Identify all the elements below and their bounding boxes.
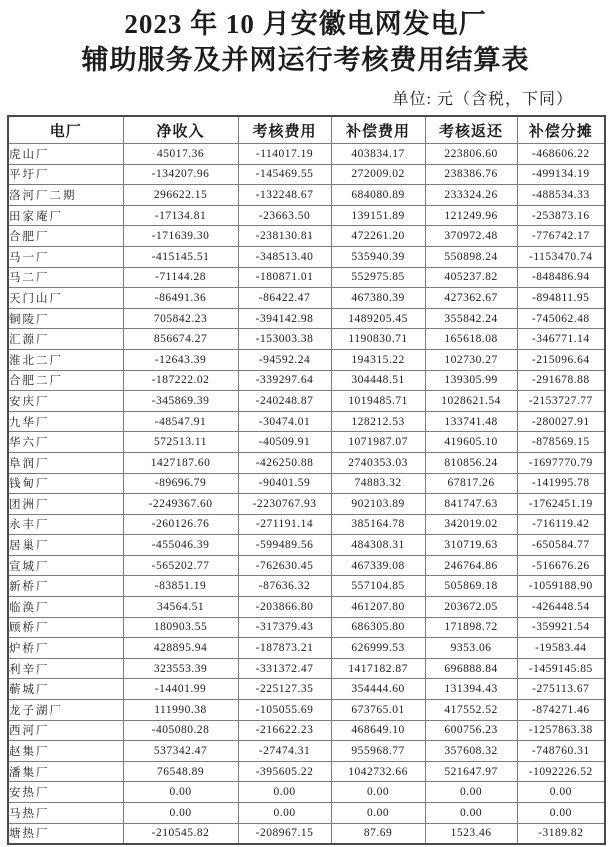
compensation-share-cell: -745062.48 [517, 308, 605, 329]
assessment-refund-cell: 357608.32 [425, 741, 517, 762]
plant-name-cell: 阜润厂 [8, 452, 123, 473]
table-row [8, 638, 605, 659]
table-row [8, 473, 605, 494]
table-row [8, 370, 605, 391]
compensation-fee-cell: 552975.85 [331, 267, 425, 288]
column-header-compensation-fee: 补偿费用 [331, 116, 425, 144]
assessment-fee-cell: -114017.19 [238, 144, 331, 165]
table-row [8, 555, 605, 576]
assessment-fee-cell: -331372.47 [238, 658, 331, 679]
net-income-cell: 296622.15 [123, 185, 238, 206]
assessment-refund-cell: 405237.82 [425, 267, 517, 288]
table-header [8, 116, 605, 144]
net-income-cell: -187222.02 [123, 370, 238, 391]
table-row [8, 617, 605, 638]
compensation-share-cell: -1153470.74 [517, 246, 605, 267]
plant-name-cell: 永丰厂 [8, 514, 123, 535]
table-row [8, 349, 605, 370]
assessment-fee-cell: -2230767.93 [238, 494, 331, 515]
net-income-cell: 572513.11 [123, 432, 238, 453]
plant-name-cell: 平圩厂 [8, 164, 123, 185]
table-row [8, 597, 605, 618]
net-income-cell: 34564.51 [123, 597, 238, 618]
column-header-assessment-fee: 考核费用 [238, 116, 331, 144]
table-row [8, 391, 605, 412]
assessment-refund-cell: 67817.26 [425, 473, 517, 494]
net-income-cell: -83851.19 [123, 576, 238, 597]
table-row [8, 679, 605, 700]
assessment-fee-cell: -86422.47 [238, 288, 331, 309]
compensation-fee-cell: 0.00 [331, 782, 425, 803]
plant-name-cell: 安热厂 [8, 782, 123, 803]
table-row [8, 494, 605, 515]
assessment-fee-cell: -187873.21 [238, 638, 331, 659]
document-title [0, 0, 611, 78]
plant-name-cell: 新桥厂 [8, 576, 123, 597]
plant-name-cell: 马二厂 [8, 267, 123, 288]
plant-name-cell: 炉桥厂 [8, 638, 123, 659]
title-line-1: 2023 年 10 月安徽电网发电厂 [124, 9, 487, 39]
net-income-cell: 856674.27 [123, 329, 238, 350]
net-income-cell: 0.00 [123, 782, 238, 803]
table-row [8, 185, 605, 206]
assessment-fee-cell: -426250.88 [238, 452, 331, 473]
compensation-share-cell: -291678.88 [517, 370, 605, 391]
net-income-cell: -71144.28 [123, 267, 238, 288]
compensation-share-cell: -716119.42 [517, 514, 605, 535]
net-income-cell: 45017.36 [123, 144, 238, 165]
net-income-cell: -455046.39 [123, 535, 238, 556]
plant-name-cell: 汇源厂 [8, 329, 123, 350]
compensation-fee-cell: 403834.17 [331, 144, 425, 165]
assessment-fee-cell: -317379.43 [238, 617, 331, 638]
compensation-fee-cell: 87.69 [331, 823, 425, 844]
table-row [8, 411, 605, 432]
assessment-fee-cell: -153003.38 [238, 329, 331, 350]
net-income-cell: -86491.36 [123, 288, 238, 309]
table-row [8, 782, 605, 803]
plant-name-cell: 利辛厂 [8, 658, 123, 679]
table-row [8, 658, 605, 679]
assessment-refund-cell: 417552.52 [425, 700, 517, 721]
compensation-share-cell: -1092226.52 [517, 761, 605, 782]
compensation-share-cell: -499134.19 [517, 164, 605, 185]
assessment-refund-cell: 1028621.54 [425, 391, 517, 412]
compensation-share-cell: -1459145.85 [517, 658, 605, 679]
compensation-fee-cell: 1019485.71 [331, 391, 425, 412]
assessment-fee-cell: -30474.01 [238, 411, 331, 432]
compensation-share-cell: -426448.54 [517, 597, 605, 618]
net-income-cell: -210545.82 [123, 823, 238, 844]
compensation-share-cell: -748760.31 [517, 741, 605, 762]
column-header-net-income: 净收入 [123, 116, 238, 144]
net-income-cell: -260126.76 [123, 514, 238, 535]
assessment-fee-cell: -271191.14 [238, 514, 331, 535]
plant-name-cell: 西河厂 [8, 720, 123, 741]
net-income-cell: 76548.89 [123, 761, 238, 782]
compensation-share-cell: -894811.95 [517, 288, 605, 309]
assessment-refund-cell: 810856.24 [425, 452, 517, 473]
plant-name-cell: 铜陵厂 [8, 308, 123, 329]
compensation-fee-cell: 673765.01 [331, 700, 425, 721]
assessment-fee-cell: -145469.55 [238, 164, 331, 185]
table-row [8, 288, 605, 309]
table-row [8, 741, 605, 762]
compensation-fee-cell: 1042732.66 [331, 761, 425, 782]
assessment-refund-cell: 550898.24 [425, 246, 517, 267]
plant-name-cell: 合肥二厂 [8, 370, 123, 391]
assessment-refund-cell: 102730.27 [425, 349, 517, 370]
plant-name-cell: 塘热厂 [8, 823, 123, 844]
compensation-share-cell: -468606.22 [517, 144, 605, 165]
table-row [8, 226, 605, 247]
assessment-fee-cell: -105055.69 [238, 700, 331, 721]
assessment-refund-cell: 121249.96 [425, 205, 517, 226]
net-income-cell: -89696.79 [123, 473, 238, 494]
compensation-fee-cell: 354444.60 [331, 679, 425, 700]
plant-name-cell: 虎山厂 [8, 144, 123, 165]
table-row [8, 329, 605, 350]
column-header-compensation-share: 补偿分摊 [517, 116, 605, 144]
assessment-fee-cell: -180871.01 [238, 267, 331, 288]
table-body [8, 144, 605, 845]
assessment-fee-cell: -23663.50 [238, 205, 331, 226]
plant-name-cell: 马热厂 [8, 803, 123, 824]
plant-name-cell: 洛河厂二期 [8, 185, 123, 206]
column-header-assessment-refund: 考核返还 [425, 116, 517, 144]
compensation-fee-cell: 626999.53 [331, 638, 425, 659]
assessment-fee-cell: -27474.31 [238, 741, 331, 762]
header-row [8, 116, 605, 144]
compensation-fee-cell: 461207.80 [331, 597, 425, 618]
assessment-fee-cell: -762630.45 [238, 555, 331, 576]
compensation-fee-cell: 955968.77 [331, 741, 425, 762]
assessment-refund-cell: 0.00 [425, 803, 517, 824]
assessment-fee-cell: -599489.56 [238, 535, 331, 556]
assessment-refund-cell: 238386.76 [425, 164, 517, 185]
plant-name-cell: 马一厂 [8, 246, 123, 267]
plant-name-cell: 龙子湖厂 [8, 700, 123, 721]
net-income-cell: -415145.51 [123, 246, 238, 267]
compensation-share-cell: -346771.14 [517, 329, 605, 350]
assessment-refund-cell: 505869.18 [425, 576, 517, 597]
plant-name-cell: 蕲城厂 [8, 679, 123, 700]
net-income-cell: -48547.91 [123, 411, 238, 432]
assessment-refund-cell: 131394.43 [425, 679, 517, 700]
assessment-refund-cell: 342019.02 [425, 514, 517, 535]
assessment-fee-cell: -348513.40 [238, 246, 331, 267]
compensation-fee-cell: 272009.02 [331, 164, 425, 185]
plant-name-cell: 天门山厂 [8, 288, 123, 309]
assessment-refund-cell: 9353.06 [425, 638, 517, 659]
compensation-share-cell: -878569.15 [517, 432, 605, 453]
plant-name-cell: 合肥厂 [8, 226, 123, 247]
assessment-refund-cell: 223806.60 [425, 144, 517, 165]
table-row [8, 308, 605, 329]
assessment-fee-cell: -238130.81 [238, 226, 331, 247]
net-income-cell: -14401.99 [123, 679, 238, 700]
net-income-cell: -345869.39 [123, 391, 238, 412]
compensation-share-cell: -1762451.19 [517, 494, 605, 515]
assessment-fee-cell: -240248.87 [238, 391, 331, 412]
net-income-cell: 111990.38 [123, 700, 238, 721]
assessment-fee-cell: -225127.35 [238, 679, 331, 700]
compensation-fee-cell: 467380.39 [331, 288, 425, 309]
settlement-table [7, 115, 606, 845]
compensation-share-cell: -776742.17 [517, 226, 605, 247]
compensation-share-cell: -1059188.90 [517, 576, 605, 597]
table-row [8, 700, 605, 721]
table-row [8, 205, 605, 226]
net-income-cell: -2249367.60 [123, 494, 238, 515]
assessment-refund-cell: 696888.84 [425, 658, 517, 679]
compensation-fee-cell: 0.00 [331, 803, 425, 824]
net-income-cell: -12643.39 [123, 349, 238, 370]
plant-name-cell: 九华厂 [8, 411, 123, 432]
assessment-fee-cell: -395605.22 [238, 761, 331, 782]
title-line-2: 辅助服务及并网运行考核费用结算表 [81, 45, 530, 75]
plant-name-cell: 居巢厂 [8, 535, 123, 556]
net-income-cell: 1427187.60 [123, 452, 238, 473]
compensation-fee-cell: 194315.22 [331, 349, 425, 370]
compensation-fee-cell: 468649.10 [331, 720, 425, 741]
net-income-cell: 323553.39 [123, 658, 238, 679]
table-row [8, 267, 605, 288]
compensation-fee-cell: 535940.39 [331, 246, 425, 267]
assessment-fee-cell: 0.00 [238, 782, 331, 803]
assessment-refund-cell: 246764.86 [425, 555, 517, 576]
table-row [8, 761, 605, 782]
assessment-refund-cell: 0.00 [425, 782, 517, 803]
compensation-share-cell: -1257863.38 [517, 720, 605, 741]
table-row [8, 452, 605, 473]
plant-name-cell: 华六厂 [8, 432, 123, 453]
net-income-cell: 0.00 [123, 803, 238, 824]
assessment-refund-cell: 310719.63 [425, 535, 517, 556]
net-income-cell: 180903.55 [123, 617, 238, 638]
compensation-share-cell: -253873.16 [517, 205, 605, 226]
compensation-fee-cell: 557104.85 [331, 576, 425, 597]
compensation-share-cell: -141995.78 [517, 473, 605, 494]
compensation-share-cell: -488534.33 [517, 185, 605, 206]
net-income-cell: -405080.28 [123, 720, 238, 741]
plant-name-cell: 钱甸厂 [8, 473, 123, 494]
compensation-fee-cell: 1190830.71 [331, 329, 425, 350]
net-income-cell: -171639.30 [123, 226, 238, 247]
assessment-refund-cell: 203672.05 [425, 597, 517, 618]
assessment-fee-cell: -40509.91 [238, 432, 331, 453]
compensation-fee-cell: 472261.20 [331, 226, 425, 247]
compensation-fee-cell: 902103.89 [331, 494, 425, 515]
compensation-share-cell: -280027.91 [517, 411, 605, 432]
plant-name-cell: 潘集厂 [8, 761, 123, 782]
plant-name-cell: 淮北二厂 [8, 349, 123, 370]
table-row [8, 720, 605, 741]
assessment-refund-cell: 133741.48 [425, 411, 517, 432]
table-row [8, 144, 605, 165]
compensation-share-cell: -650584.77 [517, 535, 605, 556]
table-row [8, 823, 605, 844]
table-row [8, 246, 605, 267]
compensation-fee-cell: 128212.53 [331, 411, 425, 432]
assessment-refund-cell: 233324.26 [425, 185, 517, 206]
net-income-cell: -134207.96 [123, 164, 238, 185]
column-header-plant: 电厂 [8, 116, 123, 144]
unit-note: 单位: 元（含税，下同） [392, 91, 573, 108]
table-row [8, 535, 605, 556]
compensation-fee-cell: 139151.89 [331, 205, 425, 226]
table-row [8, 514, 605, 535]
net-income-cell: 705842.23 [123, 308, 238, 329]
compensation-fee-cell: 484308.31 [331, 535, 425, 556]
assessment-refund-cell: 427362.67 [425, 288, 517, 309]
compensation-share-cell: -1697770.79 [517, 452, 605, 473]
plant-name-cell: 安庆厂 [8, 391, 123, 412]
assessment-refund-cell: 600756.23 [425, 720, 517, 741]
assessment-fee-cell: -203866.80 [238, 597, 331, 618]
assessment-refund-cell: 1523.46 [425, 823, 517, 844]
compensation-share-cell: -516676.26 [517, 555, 605, 576]
assessment-refund-cell: 165618.08 [425, 329, 517, 350]
plant-name-cell: 宣城厂 [8, 555, 123, 576]
assessment-fee-cell: -94592.24 [238, 349, 331, 370]
compensation-fee-cell: 467339.08 [331, 555, 425, 576]
compensation-share-cell: 0.00 [517, 782, 605, 803]
assessment-fee-cell: -90401.59 [238, 473, 331, 494]
compensation-fee-cell: 1489205.45 [331, 308, 425, 329]
compensation-fee-cell: 684080.89 [331, 185, 425, 206]
assessment-fee-cell: -87636.32 [238, 576, 331, 597]
assessment-refund-cell: 139305.99 [425, 370, 517, 391]
net-income-cell: -565202.77 [123, 555, 238, 576]
plant-name-cell: 赵集厂 [8, 741, 123, 762]
net-income-cell: 537342.47 [123, 741, 238, 762]
assessment-fee-cell: -216622.23 [238, 720, 331, 741]
table-row [8, 432, 605, 453]
net-income-cell: 428895.94 [123, 638, 238, 659]
compensation-fee-cell: 304448.51 [331, 370, 425, 391]
compensation-share-cell: -19583.44 [517, 638, 605, 659]
compensation-share-cell: -215096.64 [517, 349, 605, 370]
assessment-fee-cell: -394142.98 [238, 308, 331, 329]
assessment-refund-cell: 370972.48 [425, 226, 517, 247]
plant-name-cell: 临涣厂 [8, 597, 123, 618]
compensation-fee-cell: 74883.32 [331, 473, 425, 494]
plant-name-cell: 顾桥厂 [8, 617, 123, 638]
table-row [8, 803, 605, 824]
assessment-fee-cell: 0.00 [238, 803, 331, 824]
assessment-refund-cell: 419605.10 [425, 432, 517, 453]
compensation-fee-cell: 1071987.07 [331, 432, 425, 453]
compensation-share-cell: 0.00 [517, 803, 605, 824]
assessment-refund-cell: 171898.72 [425, 617, 517, 638]
assessment-refund-cell: 355842.24 [425, 308, 517, 329]
table-row [8, 164, 605, 185]
compensation-fee-cell: 385164.78 [331, 514, 425, 535]
plant-name-cell: 田家庵厂 [8, 205, 123, 226]
assessment-refund-cell: 841747.63 [425, 494, 517, 515]
compensation-share-cell: -359921.54 [517, 617, 605, 638]
assessment-fee-cell: -339297.64 [238, 370, 331, 391]
assessment-fee-cell: -208967.15 [238, 823, 331, 844]
net-income-cell: -17134.81 [123, 205, 238, 226]
plant-name-cell: 团洲厂 [8, 494, 123, 515]
compensation-share-cell: -874271.46 [517, 700, 605, 721]
compensation-share-cell: -848486.94 [517, 267, 605, 288]
compensation-fee-cell: 1417182.87 [331, 658, 425, 679]
assessment-fee-cell: -132248.67 [238, 185, 331, 206]
compensation-fee-cell: 2740353.03 [331, 452, 425, 473]
compensation-fee-cell: 686305.80 [331, 617, 425, 638]
compensation-share-cell: -3189.82 [517, 823, 605, 844]
table-row [8, 576, 605, 597]
compensation-share-cell: -275113.67 [517, 679, 605, 700]
compensation-share-cell: -2153727.77 [517, 391, 605, 412]
assessment-refund-cell: 521647.97 [425, 761, 517, 782]
